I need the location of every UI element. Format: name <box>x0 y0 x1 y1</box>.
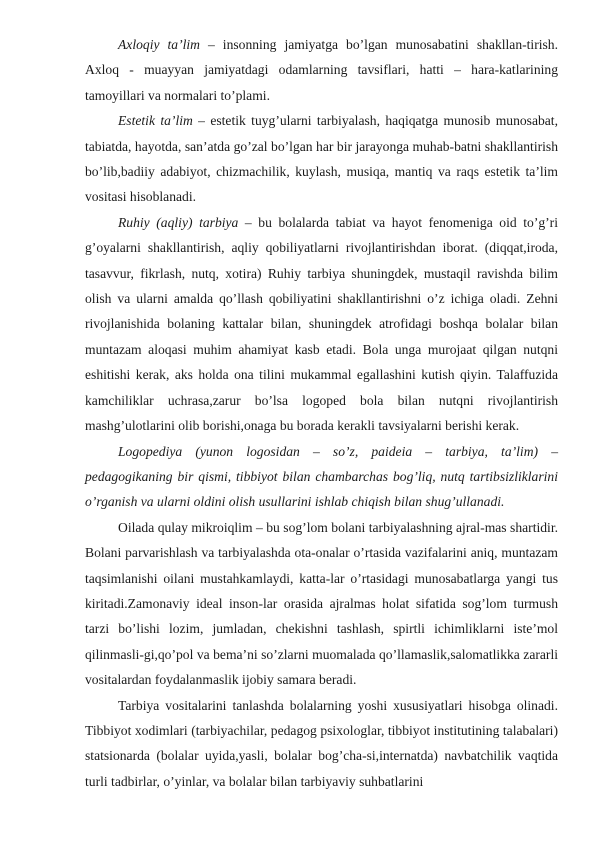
term-axloqiy-talim: Axloqiy ta’lim <box>118 37 200 52</box>
document-body <box>85 32 558 794</box>
paragraph-axloqiy-talim <box>85 32 558 108</box>
term-ruhiy-tarbiya: Ruhiy (aqliy) tarbiya <box>118 214 239 230</box>
paragraph-text: – estetik tuyg’ularni tarbiyalash, haqiqatga munosib munosabat, tabiatda, hayotda, san’atda go’zal bo’lgan har bir jarayonga muhab-batni shakllantirish bo’lib,badiiy adabiyot, chizmachilik, kuylash, musiqa, mantiq va raqs estetik ta’lim vositasi hisoblanadi. <box>85 113 558 205</box>
term-estetik-talim: Estetik ta’lim <box>118 113 193 129</box>
paragraph-oilada-mikroiqlim <box>85 515 558 693</box>
paragraph-text: Tarbiya vositalarini tanlashda bolalarning yoshi xususiyatlari hisobga olinadi. Tibbiyot xodimlari (tarbiyachilar, pedagog psixologlar, tibbiyot institutining talabalari) statsionarda (bolalar uyida,yasli, bolalar bog’cha-si,internatda) navbatchilik vaqtida turli tadbirlar, o’yinlar, va bolalar bilan tarbiyaviy suhbatlarini <box>85 697 558 789</box>
paragraph-text: – insonning jamiyatga bo’lgan munosabatini shakllan-tirish. Axloq - muayyan jamiyatdagi odamlarning tavsiflari, hatti – hara-katlarining tamoyillari va normalari to’plami. <box>85 37 558 103</box>
paragraph-estetik-talim <box>85 108 558 210</box>
paragraph-ruhiy-tarbiya <box>85 210 558 439</box>
paragraph-text: Oilada qulay mikroiqlim – bu sog’lom bolani tarbiyalashning ajral-mas shartidir. Bolani parvarishlash va tarbiyalashda ota-onalar o’rtasida vazifalarini aniq, muntazam taqsimlanishi oilani mustahkamlaydi, katta-lar o’rtasidagi munosabatlarga yangi tus kiritadi.Zamonaviy ideal inson-lar orasida ajralmas holat sifatida sog’lom turmush tarzi bo’lishi lozim, jumladan, chekishni tashlash, spirtli ichimliklarni iste’mol qilinmasli-gi,qo’pol va bema’ni so’zlarni muomalada qo’llamaslik,salomatlikka zararli vositalardan foydalanmaslik ijobiy samara beradi. <box>85 519 558 688</box>
paragraph-logopediya <box>85 439 558 515</box>
paragraph-text: Logopediya (yunon logosidan – so’z, paideia – tarbiya, ta’lim) – pedagogikaning bir qismi, tibbiyot bilan chambarchas bog’liq, nutq tartibsizliklarini o’rganish va ularni oldini olish usullarini ishlab chiqish bilan shug’ullanadi. <box>85 443 558 510</box>
paragraph-text: – bu bolalarda tabiat va hayot fenomeniga oid to’g’ri g’oyalarni shakllantirish, aqliy qobiliyatlarni rivojlantirishdan iborat. (diqqat,iroda, tasavvur, fikrlash, nutq, xotira) Ruhiy tarbiya shuningdek, mustaqil ravishda bilim olish va ularni amalda qo’llash qobiliyatini shakllantirishni o’z ichiga oladi. Zehni rivojlanishida bolaning kattalar bilan, shuningdek atrofidagi boshqa bolalar bilan muntazam aloqasi muhim ahamiyat kasb etadi. Bola unga murojaat qilgan nutqni eshitishi kerak, aks holda ona tilini mukammal egallashini kutish qiyin. Talaffuzida kamchiliklar uchrasa,zarur bo’lsa logoped bola bilan nutqni rivojlantirish mashg’ulotlarini olib borishi,onaga bu borada kerakli tavsiyalarni berishi kerak. <box>85 214 558 434</box>
paragraph-tarbiya-vositalari <box>85 693 558 795</box>
